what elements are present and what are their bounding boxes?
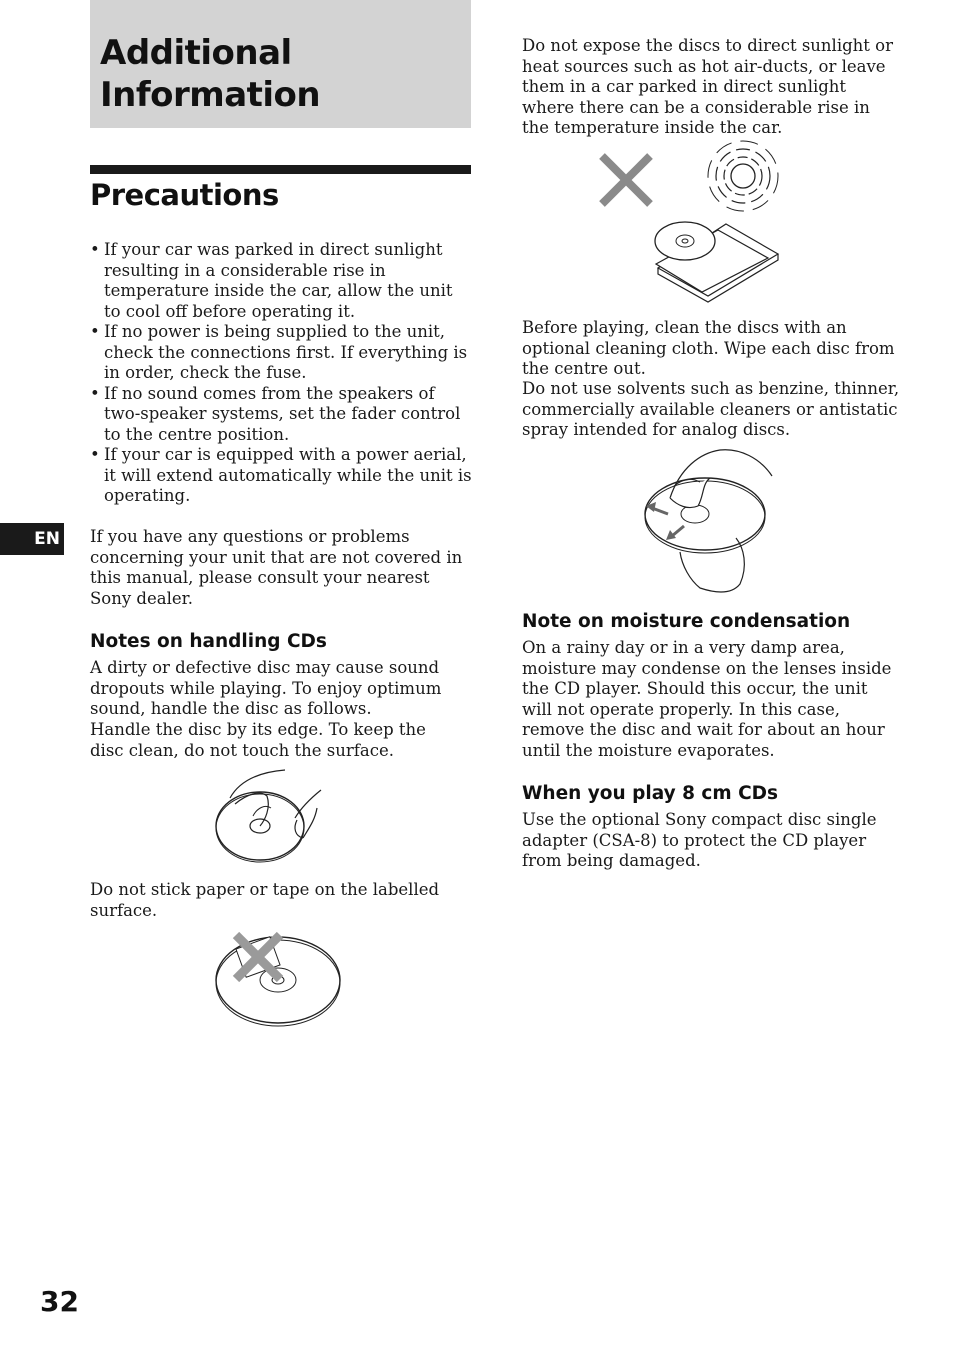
handling-heading: Notes on handling CDs xyxy=(90,631,327,652)
section-title: Additional Information xyxy=(100,33,321,115)
handling-para-2: Handle the disc by its edge. To keep the disc clean, do not touch the surface. xyxy=(90,720,426,760)
cleaning-paragraph-1: Before playing, clean the discs with an optional cleaning cloth. Wipe each disc from the centre out. xyxy=(522,318,895,378)
precautions-heading: Precautions xyxy=(90,178,279,212)
no-sunlight-illustration xyxy=(598,146,788,304)
handling-para-3: Do not stick paper or tape on the labelled surface. xyxy=(90,880,440,920)
eight-cm-heading: When you play 8 cm CDs xyxy=(522,783,779,804)
handling-para-1: A dirty or defective disc may cause sound dropouts while playing. To enjoy optimum sound, handle the disc as follows. xyxy=(90,658,442,718)
questions-paragraph: If you have any questions or problems concerning your unit that are not covered in this manual, please consult your nearest Sony dealer. xyxy=(90,527,463,608)
sunlight-paragraph: Do not expose the discs to direct sunlight or heat sources such as hot air-ducts, or leave them in a car parked in direct sunlight where there can be a considerable rise in the temperature inside the car. xyxy=(522,36,893,137)
cleaning-paragraph-2: Do not use solvents such as benzine, thinner, commercially available cleaners or antistatic spray intended for analog discs. xyxy=(522,379,900,439)
moisture-text: On a rainy day or in a very damp area, moisture may condense on the lenses inside the CD player. Should this occur, the unit will not operate properly. In this case, remove the disc and wait for about an hour until the moisture evaporates. xyxy=(522,638,892,760)
disc-handling-illustration xyxy=(205,768,335,868)
precaution-item: • If no sound comes from the speakers of two-speaker systems, set the fader control to the centre position. xyxy=(90,384,472,446)
language-tab: EN xyxy=(0,523,64,555)
moisture-heading: Note on moisture condensation xyxy=(522,611,851,632)
eight-cm-text: Use the optional Sony compact disc single adapter (CSA-8) to protect the CD player from being damaged. xyxy=(522,810,877,870)
no-tape-illustration xyxy=(212,930,344,1030)
heading-rule xyxy=(90,165,471,174)
disc-cleaning-illustration xyxy=(640,448,780,596)
page-number: 32 xyxy=(40,1285,79,1318)
section-title-box xyxy=(90,0,471,128)
precaution-item: • If your car was parked in direct sunlight resulting in a considerable rise in temperature inside the car, allow the unit to cool off before operating it. xyxy=(90,240,472,322)
precaution-item: • If no power is being supplied to the unit, check the connections first. If everything is in order, check the fuse. xyxy=(90,322,472,384)
precaution-item: • If your car is equipped with a power aerial, it will extend automatically while the unit is operating. xyxy=(90,445,472,507)
precautions-list xyxy=(90,240,472,507)
